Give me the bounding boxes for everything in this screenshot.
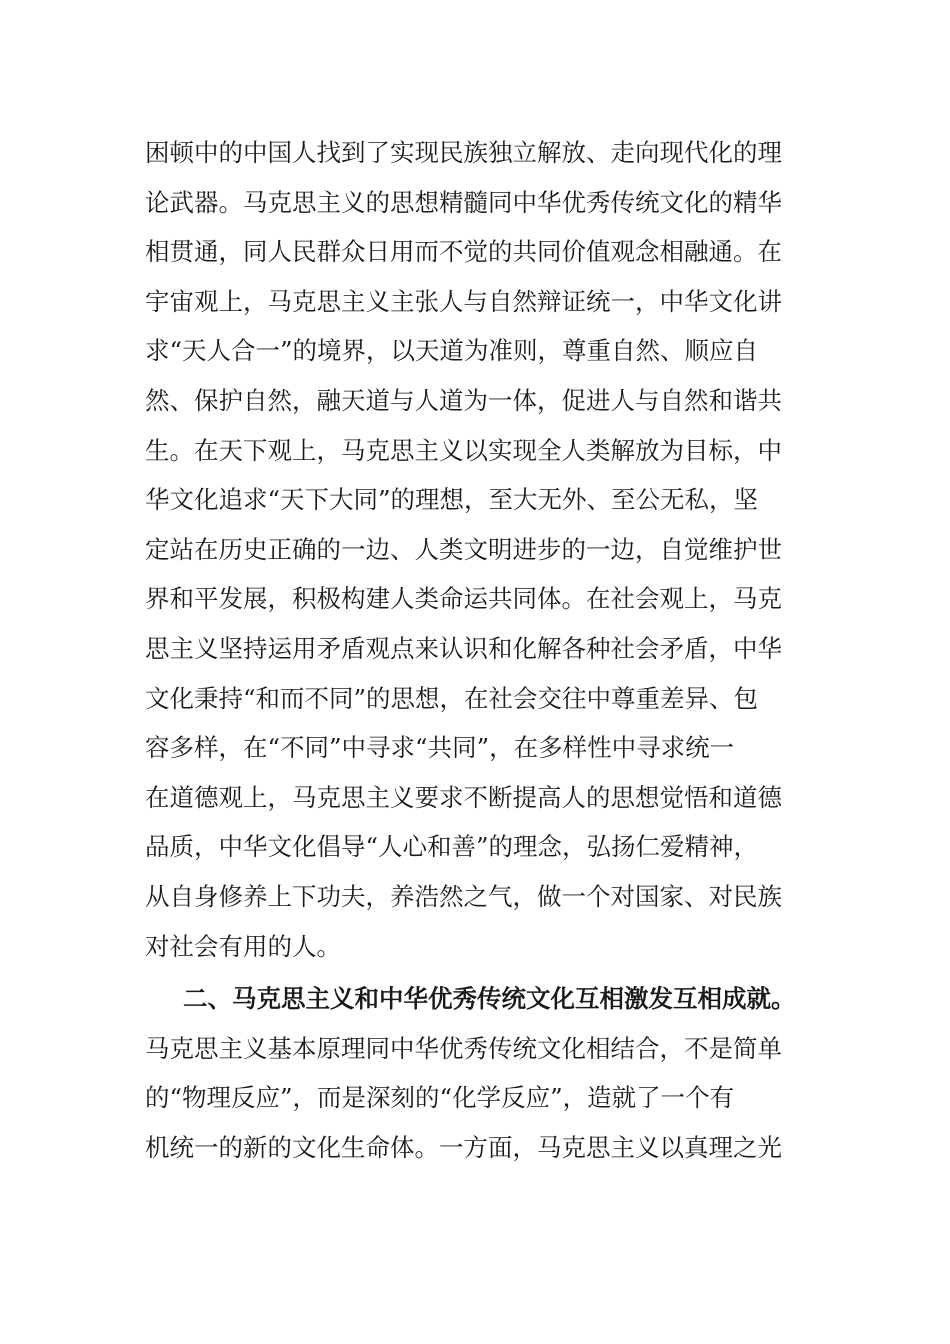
text-line: 生。在天下观上，马克思主义以实现全人类解放为目标，中 bbox=[145, 435, 782, 465]
text-line: 容多样，在“不同”中寻求“共同”，在多样性中寻求统一 bbox=[145, 733, 735, 763]
text-line: 相贯通，同人民群众日用而不觉的共同价值观念相融通。在 bbox=[145, 237, 782, 267]
text-line: 困顿中的中国人找到了实现民族独立解放、走向现代化的理 bbox=[145, 138, 782, 167]
document-body bbox=[145, 128, 825, 1172]
text-line: 对社会有用的人。 bbox=[145, 931, 341, 961]
text-line: 在道德观上，马克思主义要求不断提高人的思想觉悟和道德 bbox=[145, 782, 782, 812]
text-line: 机统一的新的文化生命体。一方面，马克思主义以真理之光 bbox=[145, 1132, 782, 1162]
text-line: 的“物理反应”，而是深刻的“化学反应”，造就了一个有 bbox=[145, 1083, 735, 1113]
text-line: 从自身修养上下功夫，养浩然之气，做一个对国家、对民族 bbox=[145, 881, 782, 911]
text-line: 然、保护自然，融天道与人道为一体，促进人与自然和谐共 bbox=[145, 385, 782, 415]
text-line: 思主义坚持运用矛盾观点来认识和化解各种社会矛盾，中华 bbox=[145, 633, 782, 663]
text-line: 论武器。马克思主义的思想精髓同中华优秀传统文化的精华 bbox=[145, 187, 782, 217]
paragraph-1 bbox=[145, 128, 825, 971]
text-line: 马克思主义基本原理同中华优秀传统文化相结合，不是简单 bbox=[145, 1033, 782, 1063]
text-line: 宇宙观上，马克思主义主张人与自然辩证统一，中华文化讲 bbox=[145, 286, 782, 316]
text-line: 文化秉持“和而不同”的思想，在社会交往中尊重差异、包 bbox=[145, 683, 759, 713]
text-line: 品质，中华文化倡导“人心和善”的理念，弘扬仁爱精神， bbox=[145, 832, 759, 862]
paragraph-2 bbox=[145, 1024, 825, 1173]
text-line: 求“天人合一”的境界，以天道为准则，尊重自然、顺应自 bbox=[145, 336, 759, 366]
text-line: 界和平发展，积极构建人类命运共同体。在社会观上，马克 bbox=[145, 584, 782, 614]
text-line: 定站在历史正确的一边、人类文明进步的一边，自觉维护世 bbox=[145, 534, 782, 564]
text-line: 华文化追求“天下大同”的理想，至大无外、至公无私，坚 bbox=[145, 485, 759, 515]
section-heading: 二、马克思主义和中华优秀传统文化互相激发互相成就。 bbox=[183, 984, 796, 1014]
